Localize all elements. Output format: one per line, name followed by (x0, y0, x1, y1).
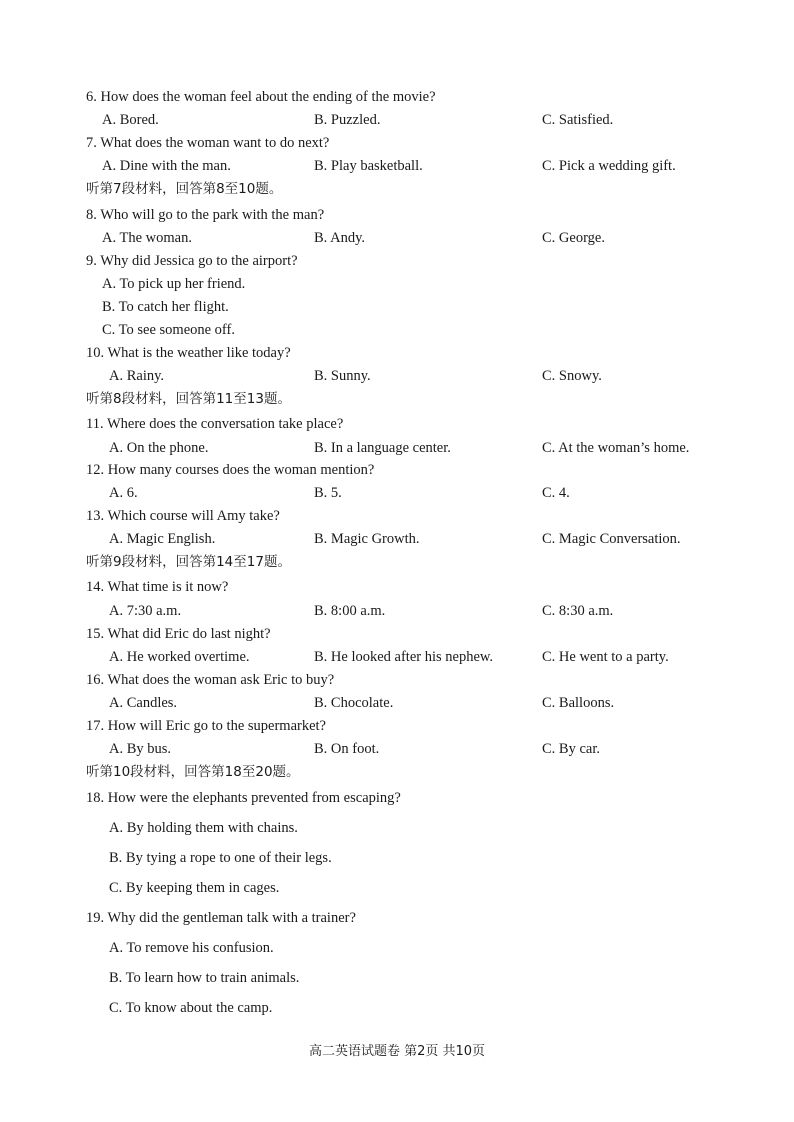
q16-option-c: C. Balloons. (542, 695, 615, 711)
question-11: 11. Where does the conversation take place? (86, 416, 344, 432)
question-10: 10. What is the weather like today? (86, 345, 291, 361)
q7-option-c: C. Pick a wedding gift. (542, 158, 676, 174)
q10-option-b: B. Sunny. (314, 368, 371, 384)
section-10-instruction: 听第10段材料，回答第18至20题。 (86, 764, 300, 780)
q13-option-b: B. Magic Growth. (314, 531, 420, 547)
section-7-instruction: 听第7段材料，回答第8至10题。 (86, 181, 283, 197)
q15-option-a: A. He worked overtime. (109, 649, 250, 665)
question-7: 7. What does the woman want to do next? (86, 135, 330, 151)
page-footer: 高二英语试题卷 第2页 共10页 (308, 1044, 486, 1059)
q9-option-a: A. To pick up her friend. (102, 276, 246, 292)
question-16: 16. What does the woman ask Eric to buy? (86, 672, 335, 688)
q15-option-c: C. He went to a party. (542, 649, 669, 665)
q15-option-b: B. He looked after his nephew. (314, 649, 494, 665)
question-15: 15. What did Eric do last night? (86, 626, 271, 642)
question-17: 17. How will Eric go to the supermarket? (86, 718, 326, 734)
q6-option-b: B. Puzzled. (314, 112, 381, 128)
q11-option-a: A. On the phone. (109, 440, 209, 456)
q17-option-a: A. By bus. (109, 741, 172, 757)
q18-option-b: B. By tying a rope to one of their legs. (109, 850, 332, 866)
q12-option-c: C. 4. (542, 485, 570, 501)
question-13: 13. Which course will Amy take? (86, 508, 280, 524)
q17-option-b: B. On foot. (314, 741, 380, 757)
q18-option-a: A. By holding them with chains. (109, 820, 298, 836)
q6-option-a: A. Bored. (102, 112, 159, 128)
q19-option-b: B. To learn how to train animals. (109, 970, 300, 986)
q13-option-a: A. Magic English. (109, 531, 216, 547)
q11-option-c: C. At the woman’s home. (542, 440, 690, 456)
q8-option-c: C. George. (542, 230, 605, 246)
section-8-instruction: 听第8段材料，回答第11至13题。 (86, 391, 291, 407)
question-12: 12. How many courses does the woman mention? (86, 462, 375, 478)
question-19: 19. Why did the gentleman talk with a trainer? (86, 910, 356, 926)
q16-option-a: A. Candles. (109, 695, 178, 711)
q8-option-a: A. The woman. (102, 230, 192, 246)
section-9-instruction: 听第9段材料，回答第14至17题。 (86, 554, 291, 570)
q9-option-c: C. To see someone off. (102, 322, 235, 338)
q19-option-c: C. To know about the camp. (109, 1000, 273, 1016)
q18-option-c: C. By keeping them in cages. (109, 880, 280, 896)
q8-option-b: B. Andy. (314, 230, 366, 246)
question-14: 14. What time is it now? (86, 579, 229, 595)
q10-option-c: C. Snowy. (542, 368, 602, 384)
q9-option-b: B. To catch her flight. (102, 299, 229, 315)
q7-option-a: A. Dine with the man. (102, 158, 231, 174)
q10-option-a: A. Rainy. (109, 368, 165, 384)
q19-option-a: A. To remove his confusion. (109, 940, 274, 956)
q14-option-c: C. 8:30 a.m. (542, 603, 614, 619)
q12-option-b: B. 5. (314, 485, 342, 501)
question-8: 8. Who will go to the park with the man? (86, 207, 325, 223)
q7-option-b: B. Play basketball. (314, 158, 423, 174)
q14-option-a: A. 7:30 a.m. (109, 603, 182, 619)
q16-option-b: B. Chocolate. (314, 695, 394, 711)
q17-option-c: C. By car. (542, 741, 600, 757)
q13-option-c: C. Magic Conversation. (542, 531, 681, 547)
q11-option-b: B. In a language center. (314, 440, 451, 456)
question-6: 6. How does the woman feel about the ending of the movie? (86, 89, 436, 105)
question-9: 9. Why did Jessica go to the airport? (86, 253, 298, 269)
q6-option-c: C. Satisfied. (542, 112, 614, 128)
q14-option-b: B. 8:00 a.m. (314, 603, 386, 619)
question-18: 18. How were the elephants prevented from escaping? (86, 790, 401, 806)
q12-option-a: A. 6. (109, 485, 138, 501)
